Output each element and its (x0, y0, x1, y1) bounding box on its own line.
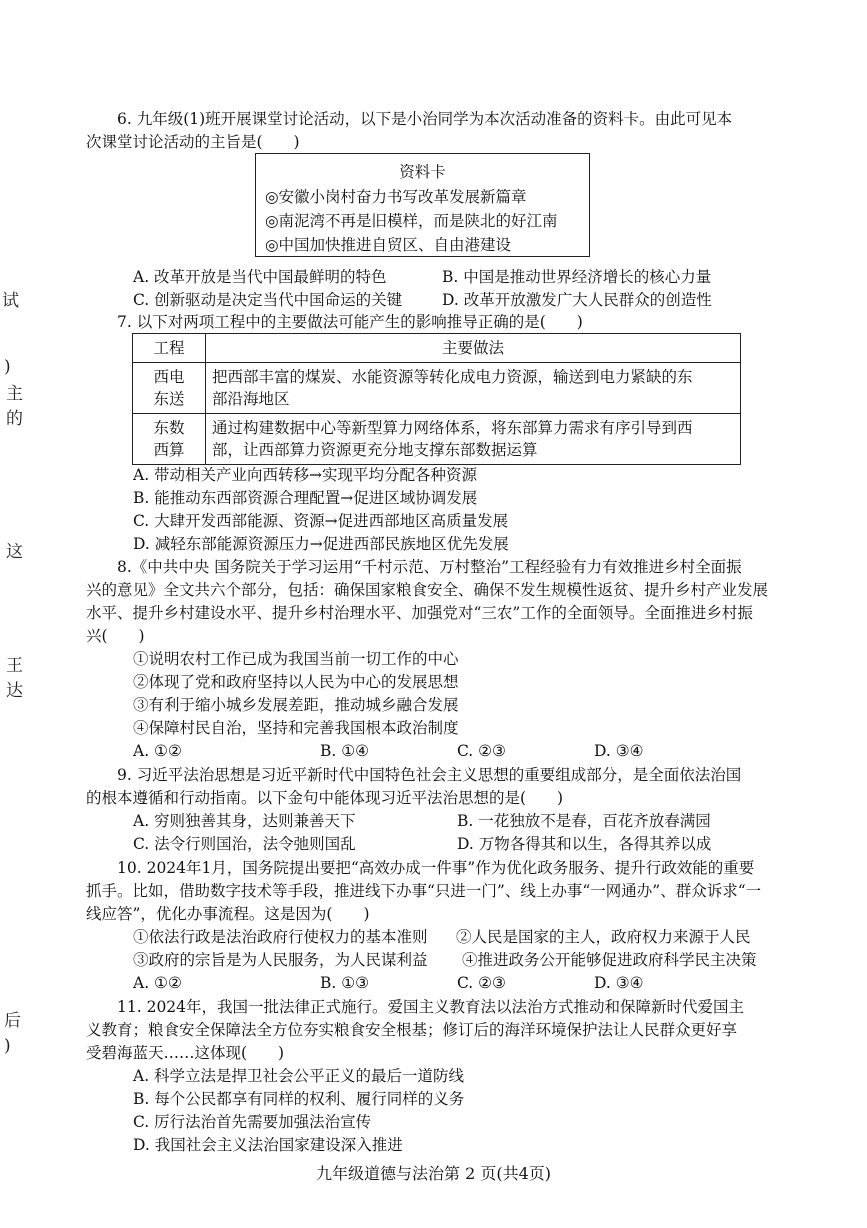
project-name-line: 西电 (153, 368, 185, 386)
margin-fragment: 达 (6, 681, 23, 701)
page-footer: 九年级道德与法治第 2 页(共4页) (315, 1164, 552, 1183)
card-title: 资料卡 (399, 163, 446, 181)
project-desc-line: 把西部丰富的煤炭、水能资源等转化成电力资源，输送到电力紧缺的东 (212, 368, 693, 386)
option-a: A. ①② (133, 974, 182, 992)
table-header: 工程 (133, 334, 206, 363)
statement: ②体现了党和政府坚持以人民为中心的发展思想 (133, 673, 459, 691)
project-desc-line: 通过构建数据中心等新型算力网络体系，将东部算力需求有序引导到西 (212, 419, 693, 437)
question-stem: 线应答”，优化办事流程。这是因为( ) (86, 905, 370, 923)
resource-card (255, 153, 590, 257)
table-header-row (133, 334, 741, 363)
card-item: ◎中国加快推进自贸区、自由港建设 (265, 236, 512, 254)
margin-fragment: 这 (6, 542, 23, 562)
project-name-line: 东送 (153, 390, 185, 408)
option-d: D. 我国社会主义法治国家建设深入推进 (133, 1136, 403, 1154)
statement: ①依法行政是法治政府行使权力的基本准则 (133, 928, 428, 946)
project-desc-line: 部沿海地区 (212, 390, 290, 408)
margin-fragment: 王 (6, 656, 23, 676)
project-table (132, 333, 741, 465)
statement: ②人民是国家的主人，政府权力来源于人民 (456, 928, 751, 946)
option-b: B. 一花独放不是春，百花齐放春满园 (457, 812, 711, 830)
margin-fragment: 主 (6, 384, 23, 404)
option-d: D. 改革开放激发广大人民群众的创造性 (442, 291, 712, 309)
question-stem: 兴的意见》全文共六个部分，包括：确保国家粮食安全、确保不发生规模性返贫、提升乡村产业发展 (86, 581, 769, 599)
project-desc-cell (206, 363, 741, 414)
option-b: B. 中国是推动世界经济增长的核心力量 (442, 268, 712, 286)
option-b: B. ①④ (320, 742, 370, 760)
option-c: C. 创新驱动是决定当代中国命运的关键 (133, 291, 403, 309)
table-row (133, 414, 741, 465)
option-a: A. 改革开放是当代中国最鲜明的特色 (133, 268, 387, 286)
margin-fragment: ) (4, 357, 11, 377)
question-stem: 义教育；粮食安全保障法全方位夯实粮食安全根基；修订后的海洋环境保护法让人民群众更好享 (86, 1021, 738, 1039)
option-d: D. 万物各得其和以生，各得其养以成 (457, 835, 712, 853)
question-stem: 8.《中共中央 国务院关于学习运用“千村示范、万村整治”工程经验有力有效推进乡村全面振 (117, 558, 742, 576)
question-stem: 7. 以下对两项工程中的主要做法可能产生的影响推导正确的是( ) (117, 313, 583, 331)
option-b: B. 每个公民都享有同样的权利、履行同样的义务 (133, 1090, 465, 1108)
project-desc-cell (206, 414, 741, 465)
card-item: ◎南泥湾不再是旧模样，而是陕北的好江南 (265, 212, 558, 230)
option-c: C. ②③ (457, 974, 506, 992)
margin-fragment: 的 (6, 409, 23, 429)
question-stem: 兴( ) (86, 627, 145, 645)
margin-fragment: ) (4, 1036, 11, 1056)
option-a: A. 科学立法是捍卫社会公平正义的最后一道防线 (133, 1067, 465, 1085)
question-stem: 9. 习近平法治思想是习近平新时代中国特色社会主义思想的重要组成部分，是全面依法治国 (117, 766, 742, 784)
question-stem: 次课堂讨论活动的主旨是( ) (86, 133, 300, 151)
card-item: ◎安徽小岗村奋力书写改革发展新篇章 (265, 188, 527, 206)
margin-fragment: 后 (4, 1011, 21, 1031)
question-stem: 11. 2024年，我国一批法律正式施行。爱国主义教育法以法治方式推动和保障新时代爱国主 (117, 998, 745, 1016)
question-stem: 水平、提升乡村建设水平、提升乡村治理水平、加强党对“三农”工作的全面领导。全面推进乡村振 (86, 604, 753, 622)
option-c: C. ②③ (457, 742, 506, 760)
question-stem: 10. 2024年1月，国务院提出要把“高效办成一件事”作为优化政务服务、提升行政效能的重要 (117, 859, 755, 877)
statement: ④推进政务公开能够促进政府科学民主决策 (462, 951, 757, 969)
option-c: C. 厉行法治首先需要加强法治宣传 (133, 1113, 372, 1131)
option-d: D. ③④ (594, 742, 644, 760)
table-header: 主要做法 (206, 334, 741, 363)
question-stem: 抓手。比如，借助数字技术等手段，推进线下办事“只进一门”、线上办事“一网通办”、群众诉求“一 (86, 882, 762, 900)
question-stem: 受碧海蓝天……这体现( ) (86, 1044, 285, 1062)
statement: ③有利于缩小城乡发展差距，推动城乡融合发展 (133, 696, 459, 714)
statement: ①说明农村工作已成为我国当前一切工作的中心 (133, 650, 459, 668)
project-name-line: 东数 (153, 419, 185, 437)
table-row (133, 363, 741, 414)
option-b: B. ①③ (320, 974, 370, 992)
question-stem: 6. 九年级(1)班开展课堂讨论活动，以下是小治同学为本次活动准备的资料卡。由此可见本 (117, 110, 733, 128)
statement: ③政府的宗旨是为人民服务，为人民谋利益 (133, 951, 428, 969)
project-name-line: 西算 (153, 441, 185, 459)
option-b: B. 能推动东西部资源合理配置→促进区域协调发展 (133, 489, 478, 507)
option-c: C. 大肆开发西部能源、资源→促进西部地区高质量发展 (133, 512, 509, 530)
project-name-cell (133, 363, 206, 414)
project-desc-line: 部，让西部算力资源更充分地支撑东部数据运算 (212, 441, 538, 459)
option-d: D. 减轻东部能源资源压力→促进西部民族地区优先发展 (133, 535, 509, 553)
option-a: A. 带动相关产业向西转移→实现平均分配各种资源 (133, 466, 478, 484)
statement: ④保障村民自治，坚持和完善我国根本政治制度 (133, 719, 459, 737)
margin-fragment: 试 (2, 291, 19, 311)
option-a: A. 穷则独善其身，达则兼善天下 (133, 812, 356, 830)
question-stem: 的根本遵循和行动指南。以下金句中能体现习近平法治思想的是( ) (86, 789, 564, 807)
option-d: D. ③④ (594, 974, 644, 992)
project-name-cell (133, 414, 206, 465)
option-c: C. 法令行则国治，法令弛则国乱 (133, 835, 356, 853)
option-a: A. ①② (133, 742, 182, 760)
